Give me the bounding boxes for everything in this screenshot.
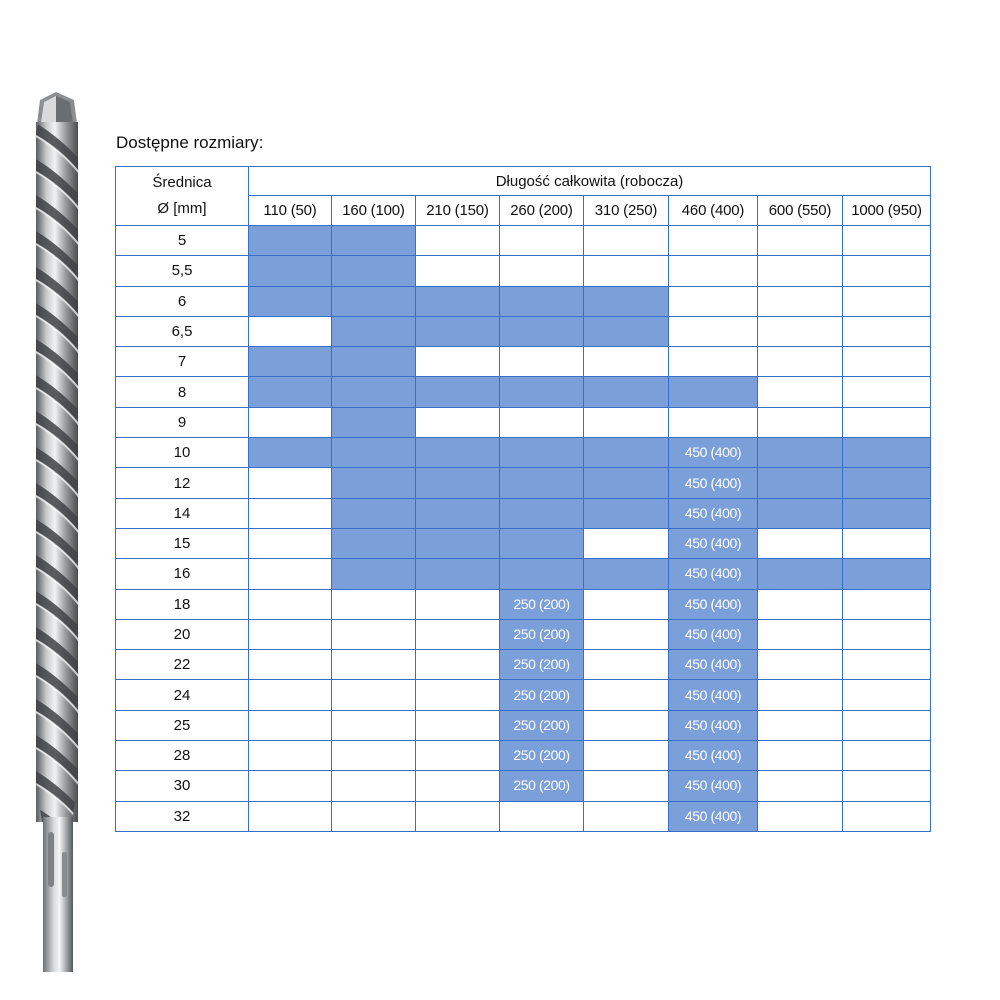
sizes-caption: Dostępne rozmiary: [116,133,264,152]
available-cell [416,498,500,528]
table-row [116,710,931,740]
unavailable-cell [758,801,843,831]
unavailable-cell [249,650,332,680]
unavailable-cell [584,589,669,619]
diameter-cell: 15 [116,528,249,558]
available-cell [332,347,416,377]
unavailable-cell [416,680,500,710]
available-cell [416,559,500,589]
available-cell-custom-length [669,438,758,468]
available-cell-custom-length [500,680,584,710]
available-cell-custom-length [500,619,584,649]
length-column-header: 1000 (950) [843,196,931,226]
unavailable-cell [843,528,931,558]
length-column-header: 260 (200) [500,196,584,226]
unavailable-cell [332,680,416,710]
size-availability-table [115,166,931,832]
unavailable-cell [758,286,843,316]
custom-length-label: 250 (200) [513,777,570,794]
unavailable-cell [584,710,669,740]
unavailable-cell [758,771,843,801]
available-cell [500,377,584,407]
unavailable-cell [758,650,843,680]
diameter-header-label: Średnica [152,174,212,191]
table-row [116,589,931,619]
custom-length-label: 250 (200) [513,626,570,642]
diameter-cell: 9 [116,407,249,437]
unavailable-cell [758,256,843,286]
unavailable-cell [416,226,500,256]
available-cell [758,498,843,528]
unavailable-cell [758,316,843,346]
available-cell-custom-length [669,801,758,831]
available-cell [332,528,416,558]
drill-bit-icon [26,92,88,972]
available-cell [249,256,332,286]
available-cell [416,316,500,346]
unavailable-cell [584,650,669,680]
unavailable-cell [332,619,416,649]
diameter-cell: 28 [116,741,249,771]
length-column-header: 600 (550) [758,196,843,226]
unavailable-cell [500,347,584,377]
unavailable-cell [669,286,758,316]
diameter-cell: 7 [116,347,249,377]
diameter-cell: 18 [116,589,249,619]
available-cell-custom-length [669,710,758,740]
custom-length-label: 450 (400) [684,595,742,612]
diameter-cell: 8 [116,377,249,407]
available-cell [584,559,669,589]
unavailable-cell [332,741,416,771]
available-cell [332,407,416,437]
custom-length-label: 450 (400) [684,444,742,461]
unavailable-cell [758,680,843,710]
available-cell [669,377,758,407]
unavailable-cell [332,589,416,619]
table-row [116,286,931,316]
available-cell [500,528,584,558]
unavailable-cell [249,680,332,710]
custom-length-label: 250 (200) [513,656,570,673]
unavailable-cell [843,316,931,346]
unavailable-cell [584,256,669,286]
available-cell [249,347,332,377]
custom-length-label: 450 (400) [684,747,742,764]
unavailable-cell [758,347,843,377]
available-cell-custom-length [669,468,758,498]
unavailable-cell [249,407,332,437]
length-column-header: 160 (100) [332,196,416,226]
unavailable-cell [249,468,332,498]
unavailable-cell [758,377,843,407]
available-cell [249,286,332,316]
available-cell [843,438,931,468]
available-cell [843,559,931,589]
available-cell-custom-length [500,650,584,680]
unavailable-cell [758,528,843,558]
diameter-cell: 16 [116,559,249,589]
available-cell [584,498,669,528]
available-cell-custom-length [500,589,584,619]
unavailable-cell [758,589,843,619]
available-cell [584,286,669,316]
unavailable-cell [758,710,843,740]
unavailable-cell [249,771,332,801]
available-cell [249,226,332,256]
unavailable-cell [416,741,500,771]
available-cell [332,286,416,316]
unavailable-cell [416,771,500,801]
diameter-cell: 32 [116,801,249,831]
custom-length-label: 450 (400) [684,474,742,491]
unavailable-cell [669,256,758,286]
unavailable-cell [416,347,500,377]
available-cell [500,468,584,498]
available-cell [500,316,584,346]
custom-length-label: 250 (200) [513,595,570,612]
custom-length-label: 450 (400) [684,777,742,794]
table-row [116,498,931,528]
unavailable-cell [500,407,584,437]
custom-length-label: 250 (200) [513,716,570,733]
unavailable-cell [584,407,669,437]
custom-length-label: 250 (200) [513,686,570,703]
available-cell [332,468,416,498]
available-cell [843,468,931,498]
diameter-cell: 20 [116,619,249,649]
available-cell [332,316,416,346]
available-cell [249,438,332,468]
available-cell [416,468,500,498]
unavailable-cell [332,771,416,801]
available-cell-custom-length [669,771,758,801]
unavailable-cell [249,710,332,740]
unavailable-cell [332,710,416,740]
available-cell [500,438,584,468]
available-cell-custom-length [669,619,758,649]
available-cell-custom-length [669,528,758,558]
diameter-cell: 25 [116,710,249,740]
available-cell-custom-length [669,589,758,619]
unavailable-cell [843,589,931,619]
unavailable-cell [249,316,332,346]
unavailable-cell [843,256,931,286]
table-row [116,347,931,377]
available-cell [843,498,931,528]
diameter-header-unit: Ø [mm] [157,200,207,217]
available-cell [332,226,416,256]
unavailable-cell [843,801,931,831]
available-cell [249,377,332,407]
unavailable-cell [249,528,332,558]
unavailable-cell [758,619,843,649]
table-row [116,650,931,680]
custom-length-label: 450 (400) [684,807,742,824]
table-row [116,559,931,589]
length-column-header: 210 (150) [416,196,500,226]
custom-length-label: 250 (200) [513,747,570,764]
diameter-header [116,167,249,226]
unavailable-cell [332,650,416,680]
available-cell [332,377,416,407]
unavailable-cell [843,680,931,710]
available-cell [416,377,500,407]
unavailable-cell [249,589,332,619]
table-row [116,801,931,831]
table-row [116,680,931,710]
unavailable-cell [843,407,931,437]
unavailable-cell [843,710,931,740]
table-row [116,468,931,498]
unavailable-cell [843,347,931,377]
available-cell-custom-length [669,559,758,589]
available-cell [758,468,843,498]
diameter-cell: 14 [116,498,249,528]
available-cell [584,468,669,498]
diameter-cell: 24 [116,680,249,710]
available-cell [500,498,584,528]
available-cell [500,559,584,589]
table-row [116,407,931,437]
diameter-cell: 12 [116,468,249,498]
unavailable-cell [584,619,669,649]
unavailable-cell [584,226,669,256]
unavailable-cell [416,407,500,437]
available-cell [416,286,500,316]
unavailable-cell [500,801,584,831]
available-cell [332,498,416,528]
unavailable-cell [758,407,843,437]
unavailable-cell [843,619,931,649]
length-column-header: 110 (50) [249,196,332,226]
diameter-cell: 10 [116,438,249,468]
unavailable-cell [669,347,758,377]
length-column-header: 460 (400) [669,196,758,226]
available-cell-custom-length [669,680,758,710]
table-row [116,226,931,256]
unavailable-cell [584,741,669,771]
available-cell [758,438,843,468]
available-cell [500,286,584,316]
unavailable-cell [249,498,332,528]
length-header: Długość całkowita (robocza) [249,167,931,196]
unavailable-cell [758,741,843,771]
available-cell-custom-length [669,498,758,528]
unavailable-cell [843,377,931,407]
unavailable-cell [416,650,500,680]
table-row [116,619,931,649]
custom-length-label: 450 (400) [684,626,742,642]
available-cell [416,528,500,558]
unavailable-cell [416,256,500,286]
diameter-cell: 5,5 [116,256,249,286]
table-row [116,256,931,286]
unavailable-cell [416,801,500,831]
unavailable-cell [500,256,584,286]
unavailable-cell [669,407,758,437]
unavailable-cell [249,741,332,771]
unavailable-cell [584,680,669,710]
custom-length-label: 450 (400) [684,716,742,733]
unavailable-cell [669,226,758,256]
table-row [116,377,931,407]
custom-length-label: 450 (400) [684,504,742,521]
custom-length-label: 450 (400) [684,656,742,673]
available-cell [332,256,416,286]
available-cell [584,377,669,407]
unavailable-cell [584,771,669,801]
custom-length-label: 450 (400) [684,565,742,582]
table-row [116,528,931,558]
unavailable-cell [843,741,931,771]
available-cell [584,316,669,346]
table-row [116,771,931,801]
unavailable-cell [584,347,669,377]
unavailable-cell [249,559,332,589]
unavailable-cell [843,226,931,256]
custom-length-label: 450 (400) [684,535,742,552]
diameter-cell: 6,5 [116,316,249,346]
length-column-header: 310 (250) [584,196,669,226]
diameter-cell: 22 [116,650,249,680]
available-cell-custom-length [500,741,584,771]
unavailable-cell [416,710,500,740]
diameter-cell: 30 [116,771,249,801]
available-cell-custom-length [669,650,758,680]
available-cell-custom-length [669,741,758,771]
available-cell [758,559,843,589]
unavailable-cell [500,226,584,256]
available-cell [416,438,500,468]
table-row [116,438,931,468]
table-row [116,316,931,346]
unavailable-cell [669,316,758,346]
unavailable-cell [584,801,669,831]
diameter-cell: 6 [116,286,249,316]
table-row [116,741,931,771]
unavailable-cell [416,589,500,619]
unavailable-cell [758,226,843,256]
available-cell [332,438,416,468]
diameter-cell: 5 [116,226,249,256]
available-cell [332,559,416,589]
custom-length-label: 450 (400) [684,686,742,703]
unavailable-cell [249,619,332,649]
unavailable-cell [843,650,931,680]
unavailable-cell [584,528,669,558]
unavailable-cell [249,801,332,831]
unavailable-cell [332,801,416,831]
unavailable-cell [416,619,500,649]
unavailable-cell [843,771,931,801]
available-cell [584,438,669,468]
available-cell-custom-length [500,771,584,801]
available-cell-custom-length [500,710,584,740]
unavailable-cell [843,286,931,316]
